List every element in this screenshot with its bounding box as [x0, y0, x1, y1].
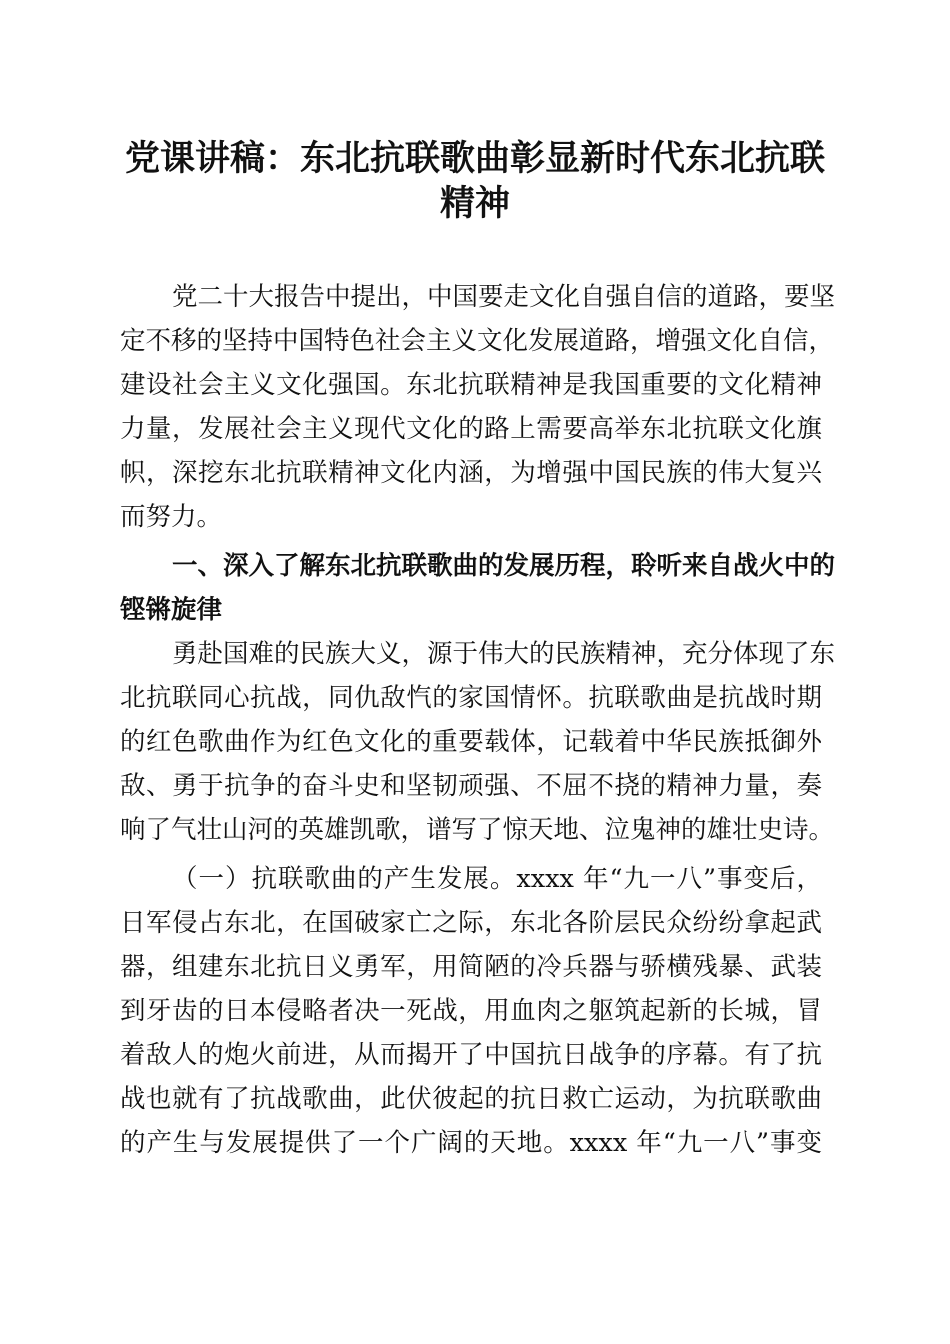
text-line: 而努力。: [120, 502, 223, 532]
text-line: 北抗联同心抗战，同仇敌忾的家国情怀。抗联歌曲是抗战时期: [120, 683, 822, 713]
text-line: 的产生与发展提供了一个广阔的天地。xxxx 年“九一八”事变: [120, 1128, 822, 1158]
document-body: [120, 275, 836, 1165]
text-line: 定不移的坚持中国特色社会主义文化发展道路，增强文化自信，: [120, 326, 835, 356]
document-title-line-2: 精神: [439, 184, 510, 224]
subsection-1-paragraph: [120, 857, 822, 1165]
text-line: 敌、勇于抗争的奋斗史和坚韧顽强、不屈不挠的精神力量，奏: [120, 771, 822, 801]
section-heading-line: 铿锵旋律: [120, 595, 223, 625]
text-line: 勇赴国难的民族大义，源于伟大的民族精神，充分体现了东: [172, 639, 836, 669]
text-line: 力量，发展社会主义现代文化的路上需要高举东北抗联文化旗: [120, 414, 822, 444]
text-line: 器，组建东北抗日义勇军，用简陋的冷兵器与骄横残暴、武装: [120, 952, 822, 982]
text-line: 党二十大报告中提出，中国要走文化自强自信的道路，要坚: [172, 282, 836, 312]
text-line: 日军侵占东北，在国破家亡之际，东北各阶层民众纷纷拿起武: [120, 908, 822, 938]
text-line: （一）抗联歌曲的产生发展。xxxx 年“九一八”事变后，: [172, 864, 822, 894]
intro-paragraph: [120, 275, 836, 539]
text-line: 的红色歌曲作为红色文化的重要载体，记载着中华民族抵御外: [120, 727, 822, 757]
text-line: 着敌人的炮火前进，从而揭开了中国抗日战争的序幕。有了抗: [120, 1040, 822, 1070]
text-line: 帜，深挖东北抗联精神文化内涵，为增强中国民族的伟大复兴: [120, 458, 822, 488]
section-heading-line: 一、深入了解东北抗联歌曲的发展历程，聆听来自战火中的: [172, 551, 836, 581]
text-line: 建设社会主义文化强国。东北抗联精神是我国重要的文化精神: [120, 370, 822, 400]
text-line: 响了气壮山河的英雄凯歌，谱写了惊天地、泣鬼神的雄壮史诗。: [120, 815, 835, 845]
text-line: 战也就有了抗战歌曲，此伏彼起的抗日救亡运动，为抗联歌曲: [120, 1084, 822, 1114]
section-1: [120, 544, 836, 852]
text-line: 到牙齿的日本侵略者决一死战，用血肉之躯筑起新的长城，冒: [120, 996, 822, 1026]
document-title-line-1: 党课讲稿：东北抗联歌曲彰显新时代东北抗联: [124, 139, 825, 179]
